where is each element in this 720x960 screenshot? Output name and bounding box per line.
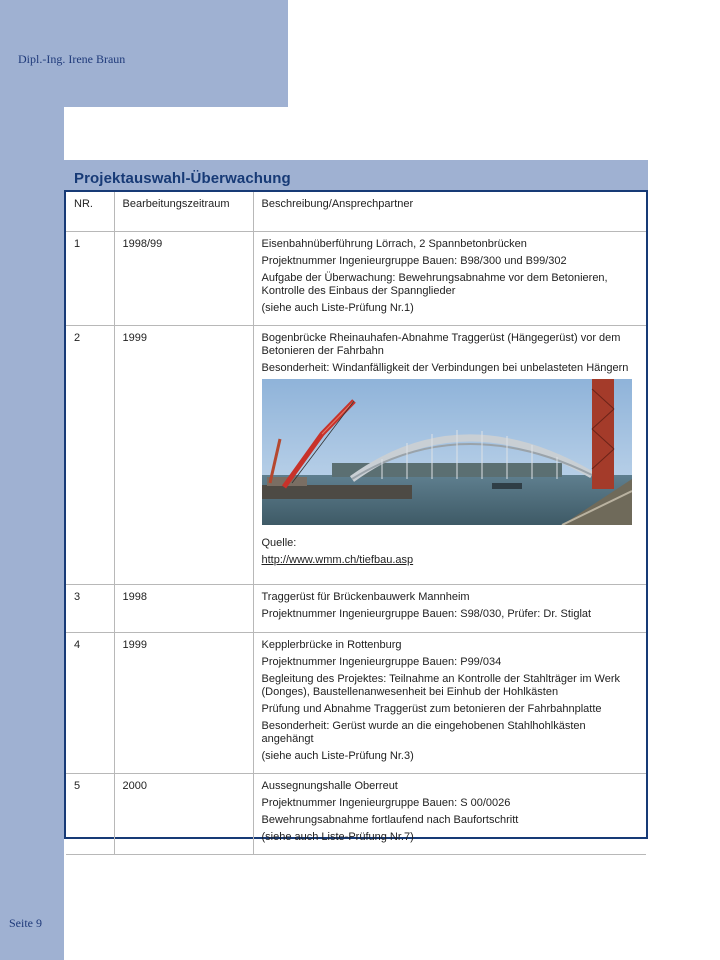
- description-line: Projektnummer Ingenieurgruppe Bauen: B98/300 und B99/302: [261, 254, 567, 267]
- table-row: [66, 773, 646, 854]
- row-nr: 1: [66, 231, 114, 325]
- description-line: Projektnummer Ingenieurgruppe Bauen: S98/030, Prüfer: Dr. Stiglat: [261, 607, 592, 620]
- description-line: Traggerüst für Brückenbauwerk Mannheim: [261, 590, 470, 603]
- bridge-construction-photo: [262, 379, 632, 525]
- author-name: Dipl.-Ing. Irene Braun: [18, 52, 126, 66]
- description-line: Eisenbahnüberführung Lörrach, 2 Spannbetonbrücken: [261, 237, 527, 250]
- page-title: Projektauswahl-Überwachung: [74, 170, 291, 187]
- header-period: Bearbeitungszeitraum: [114, 192, 253, 231]
- description-line: (siehe auch Liste-Prüfung Nr.1): [261, 301, 414, 314]
- row-description: [253, 773, 646, 854]
- description-line: Kepplerbrücke in Rottenburg: [261, 638, 402, 651]
- row-period: 1999: [114, 325, 253, 584]
- table-row: [66, 231, 646, 325]
- description-line: Projektnummer Ingenieurgruppe Bauen: S 00/0026: [261, 796, 511, 809]
- row-nr: 3: [66, 584, 114, 632]
- table-row: [66, 325, 646, 584]
- row-period: 2000: [114, 773, 253, 854]
- row-nr: 5: [66, 773, 114, 854]
- description-line: Begleitung des Projektes: Teilnahme an Kontrolle der Stahlträger im Werk (Donges), Baustellenanwesenheit bei Einhub der Hohlkästen: [261, 672, 621, 698]
- description-line: Aufgabe der Überwachung: Bewehrungsabnahme vor dem Betonieren, Kontrolle des Einbaus der Spannglieder: [261, 271, 608, 297]
- row-description: [253, 231, 646, 325]
- row-description: [253, 632, 646, 773]
- header-nr: NR.: [66, 192, 114, 231]
- description-line: Prüfung und Abnahme Traggerüst zum betonieren der Fahrbahnplatte: [261, 702, 602, 715]
- row-nr: 4: [66, 632, 114, 773]
- corner-curve: [64, 107, 128, 167]
- row-period: 1998: [114, 584, 253, 632]
- row-period: 1999: [114, 632, 253, 773]
- header-description: Beschreibung/Ansprechpartner: [253, 192, 646, 231]
- page-number: Seite 9: [9, 916, 42, 930]
- description-line: Besonderheit: Windanfälligkeit der Verbindungen bei unbelasteten Hängern: [261, 361, 629, 374]
- row-description: [253, 584, 646, 632]
- description-line: Besonderheit: Gerüst wurde an die eingehobenen Stahlhohlkästen angehängt: [261, 719, 586, 745]
- description-line: Aussegnungshalle Oberreut: [261, 779, 398, 792]
- description-line: Bewehrungsabnahme fortlaufend nach Baufortschritt: [261, 813, 519, 826]
- row-nr: 2: [66, 325, 114, 584]
- description-line: (siehe auch Liste-Prüfung Nr.7): [261, 830, 414, 843]
- description-line: Bogenbrücke Rheinauhafen-Abnahme Traggerüst (Hängegerüst) vor dem Betonieren der Fahrbahn: [261, 331, 621, 357]
- row-period: 1998/99: [114, 231, 253, 325]
- project-table-frame: [64, 190, 648, 843]
- project-table: [66, 192, 646, 855]
- description-line: (siehe auch Liste-Prüfung Nr.3): [261, 749, 414, 762]
- left-sidebar-band: [0, 0, 64, 960]
- title-bar: [64, 160, 648, 190]
- source-label: Quelle:: [261, 536, 297, 549]
- description-line: Projektnummer Ingenieurgruppe Bauen: P99/034: [261, 655, 502, 668]
- table-row: [66, 632, 646, 773]
- table-header-row: [66, 192, 646, 231]
- source-link[interactable]: http://www.wmm.ch/tiefbau.asp: [261, 553, 414, 566]
- row-description: [253, 325, 646, 584]
- table-row: [66, 584, 646, 632]
